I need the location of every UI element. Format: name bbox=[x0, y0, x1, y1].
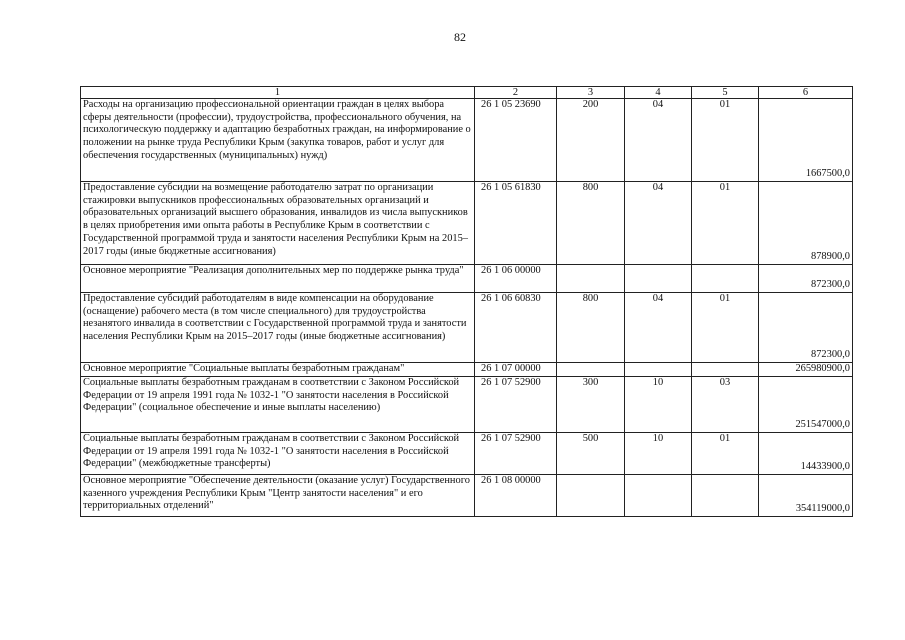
target-article-code: 26 1 08 00000 bbox=[475, 475, 557, 517]
target-article-code: 26 1 07 52900 bbox=[475, 433, 557, 475]
subsection: 01 bbox=[692, 293, 759, 363]
expense-type bbox=[557, 363, 625, 377]
amount: 878900,0 bbox=[759, 182, 853, 265]
section: 04 bbox=[625, 99, 692, 182]
column-header: 2 bbox=[475, 87, 557, 99]
table-row bbox=[81, 377, 853, 433]
amount: 872300,0 bbox=[759, 265, 853, 293]
amount: 354119000,0 bbox=[759, 475, 853, 517]
target-article-code: 26 1 07 00000 bbox=[475, 363, 557, 377]
table-header-row bbox=[81, 87, 853, 99]
table-row bbox=[81, 182, 853, 265]
expense-type: 500 bbox=[557, 433, 625, 475]
column-header: 1 bbox=[81, 87, 475, 99]
row-name: Социальные выплаты безработным гражданам в соответствии с Законом Российской Федерации от 19 апреля 1991 года № 1032-1 "О занятости населения в Российской Федерации" (межбюджетные трансферты) bbox=[81, 433, 475, 475]
amount: 14433900,0 bbox=[759, 433, 853, 475]
expense-type: 300 bbox=[557, 377, 625, 433]
row-name: Социальные выплаты безработным гражданам в соответствии с Законом Российской Федерации от 19 апреля 1991 года № 1032-1 "О занятости населения в Российской Федерации" (социальное обеспечение и иные выплаты населению) bbox=[81, 377, 475, 433]
subsection bbox=[692, 363, 759, 377]
section bbox=[625, 475, 692, 517]
amount: 251547000,0 bbox=[759, 377, 853, 433]
column-header: 3 bbox=[557, 87, 625, 99]
subsection bbox=[692, 265, 759, 293]
page-number: 82 bbox=[454, 30, 466, 44]
table-row bbox=[81, 265, 853, 293]
section bbox=[625, 265, 692, 293]
row-name: Основное мероприятие "Обеспечение деятельности (оказание услуг) Государственного казенного учреждения Республики Крым "Центр занятости населения" и его территориальных отделений" bbox=[81, 475, 475, 517]
target-article-code: 26 1 06 60830 bbox=[475, 293, 557, 363]
table-row bbox=[81, 99, 853, 182]
amount: 265980900,0 bbox=[759, 363, 853, 377]
subsection: 01 bbox=[692, 433, 759, 475]
subsection bbox=[692, 475, 759, 517]
target-article-code: 26 1 07 52900 bbox=[475, 377, 557, 433]
section: 04 bbox=[625, 293, 692, 363]
subsection: 01 bbox=[692, 99, 759, 182]
expense-type: 800 bbox=[557, 293, 625, 363]
subsection: 01 bbox=[692, 182, 759, 265]
expense-type: 800 bbox=[557, 182, 625, 265]
subsection: 03 bbox=[692, 377, 759, 433]
row-name: Расходы на организацию профессиональной ориентации граждан в целях выбора сферы деятельности (профессии), трудоустройства, профессионального обучения, на психологическую поддержку и адаптацию безработных граждан, на информирование о положении на рынке труда Республики Крым (закупка товаров, работ и услуг для обеспечения государственных (муниципальных) нужд) bbox=[81, 99, 475, 182]
row-name: Основное мероприятие "Реализация дополнительных мер по поддержке рынка труда" bbox=[81, 265, 475, 293]
target-article-code: 26 1 05 23690 bbox=[475, 99, 557, 182]
section bbox=[625, 363, 692, 377]
column-header: 5 bbox=[692, 87, 759, 99]
target-article-code: 26 1 05 61830 bbox=[475, 182, 557, 265]
budget-table bbox=[80, 86, 853, 517]
expense-type bbox=[557, 475, 625, 517]
row-name: Предоставление субсидий работодателям в виде компенсации на оборудование (оснащение) рабочего места (в том числе специального) для трудоустройства незанятого инвалида в соответствии с Государственной программой труда и занятости населения Республики Крым на 2015–2017 годы (иные бюджетные ассигнования) bbox=[81, 293, 475, 363]
table-row bbox=[81, 433, 853, 475]
amount: 1667500,0 bbox=[759, 99, 853, 182]
column-header: 4 bbox=[625, 87, 692, 99]
expense-type bbox=[557, 265, 625, 293]
row-name: Основное мероприятие "Социальные выплаты безработным гражданам" bbox=[81, 363, 475, 377]
expense-type: 200 bbox=[557, 99, 625, 182]
section: 10 bbox=[625, 433, 692, 475]
row-name: Предоставление субсидии на возмещение работодателю затрат по организации стажировки выпускников профессиональных образовательных организаций и образовательных организаций высшего образования, инвалидов из числа выпускников в целях приобретения ими опыта работы в Республике Крым в соответствии с Государственной программой труда и занятости населения Республики Крым на 2015–2017 годы (иные бюджетные ассигнования) bbox=[81, 182, 475, 265]
column-header: 6 bbox=[759, 87, 853, 99]
amount: 872300,0 bbox=[759, 293, 853, 363]
table-row bbox=[81, 293, 853, 363]
section: 10 bbox=[625, 377, 692, 433]
target-article-code: 26 1 06 00000 bbox=[475, 265, 557, 293]
section: 04 bbox=[625, 182, 692, 265]
table-row bbox=[81, 363, 853, 377]
table-row bbox=[81, 475, 853, 517]
